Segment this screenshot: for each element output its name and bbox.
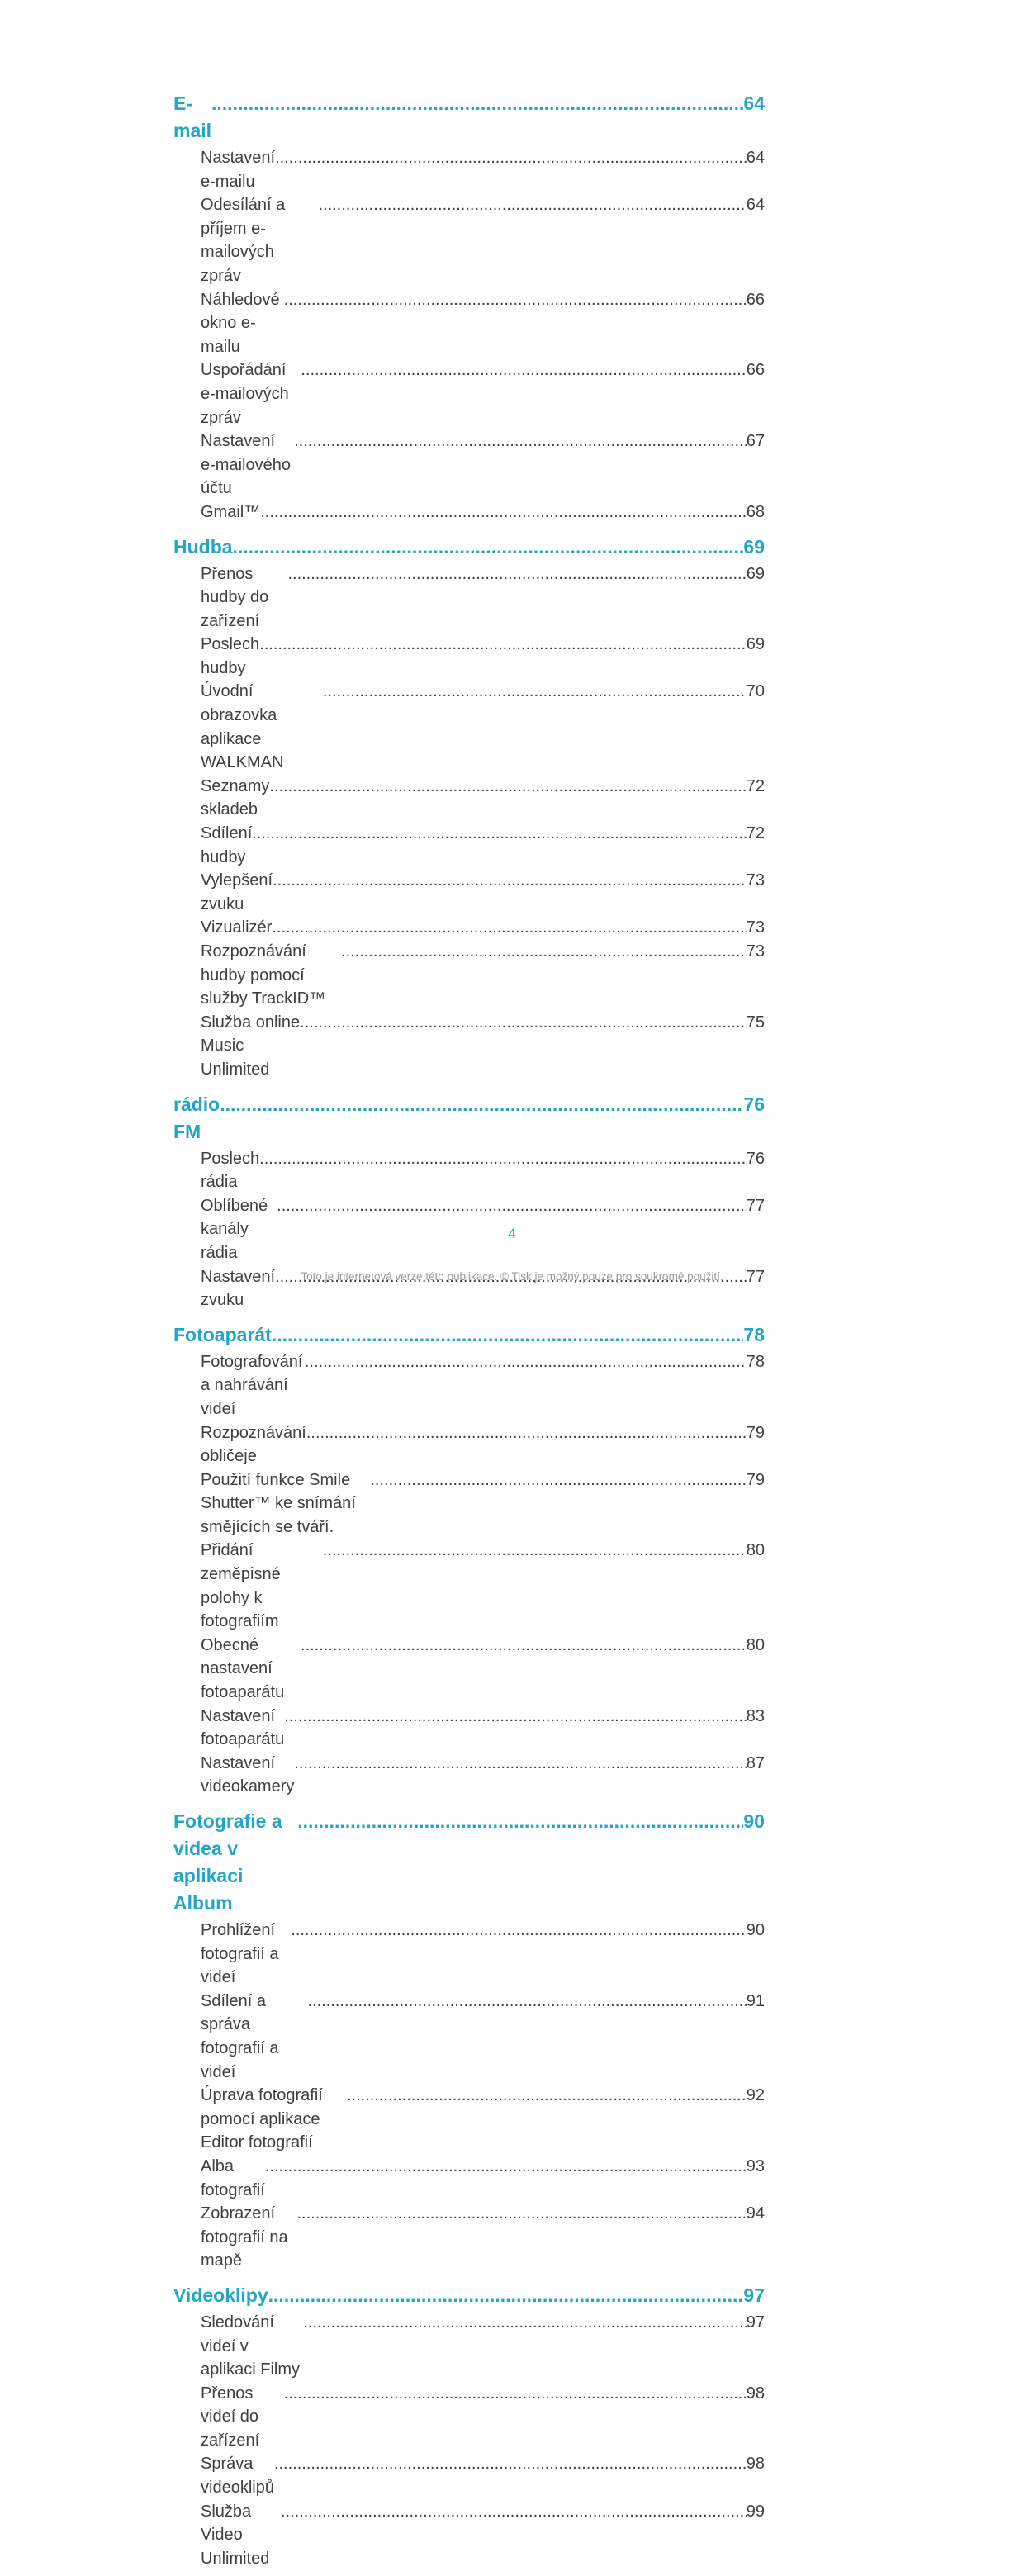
dot-leader: [284, 1705, 747, 1729]
toc-entry-title: Fotografování a nahrávání videí: [201, 1352, 303, 1418]
toc-entry-page: 69: [746, 635, 765, 654]
toc-heading-page: 64: [743, 93, 765, 114]
dot-leader: [303, 2311, 747, 2335]
dot-leader: [297, 1808, 743, 1835]
toc-entry[interactable]: [173, 775, 765, 822]
toc-entry-page: 64: [746, 149, 765, 167]
toc-entry[interactable]: [173, 358, 765, 429]
toc-entry-page: 66: [746, 290, 765, 309]
dot-leader: [294, 1752, 746, 1776]
page-number: 4: [508, 1226, 516, 1241]
toc-entry-title: Zobrazení fotografií na mapě: [201, 2204, 288, 2270]
dot-leader: [284, 2382, 747, 2406]
toc-entry-page: 80: [746, 1541, 765, 1560]
toc-entry-title: Služba Video Unlimited: [201, 2502, 270, 2568]
toc-entry-title: Úprava fotografií pomocí aplikace Editor fotografií: [201, 2086, 323, 2152]
dot-leader: [307, 1990, 746, 2014]
toc-entry[interactable]: [173, 146, 765, 193]
toc-heading-page: 76: [743, 1093, 765, 1115]
toc-entry[interactable]: [173, 500, 765, 524]
toc-entry-title: Náhledové okno e-mailu: [201, 290, 280, 356]
dot-leader: [291, 1919, 746, 1943]
toc-entry-title: Služba online Music Unlimited: [201, 1013, 301, 1079]
toc-entry[interactable]: [173, 1147, 765, 1194]
toc-entry[interactable]: [173, 193, 765, 287]
dot-leader: [323, 680, 747, 704]
toc-entry-page: 68: [746, 502, 765, 521]
toc-entry[interactable]: [173, 1539, 765, 1633]
toc-entry-page: 79: [746, 1423, 765, 1442]
toc-heading[interactable]: [173, 2282, 765, 2309]
dot-leader: [233, 534, 744, 561]
toc-entry[interactable]: [173, 2202, 765, 2273]
dot-leader: [306, 1421, 747, 1445]
toc-entry[interactable]: [173, 1705, 765, 1752]
toc-entry-page: 76: [746, 1149, 765, 1168]
table-of-contents: [173, 81, 765, 2576]
toc-entry-title: Rozpoznávání hudby pomocí služby TrackID™: [201, 942, 326, 1008]
toc-entry[interactable]: [173, 429, 765, 500]
toc-entry[interactable]: [173, 1011, 765, 1082]
toc-entry[interactable]: [173, 680, 765, 774]
toc-entry-title: Použití funkce Smile Shutter™ ke snímání smějících se tváří.: [201, 1470, 356, 1536]
toc-entry-title: Správa videoklipů: [201, 2455, 274, 2498]
toc-entry[interactable]: [173, 916, 765, 940]
toc-entry-page: 90: [746, 1921, 765, 1939]
dot-leader: [259, 633, 747, 657]
toc-heading-page: 90: [743, 1810, 765, 1832]
toc-heading-page: 69: [743, 535, 765, 557]
dot-leader: [300, 1011, 747, 1035]
toc-entry[interactable]: [173, 1919, 765, 1990]
toc-entry-title: Přidání zeměpisné polohy k fotografiím: [201, 1541, 281, 1631]
toc-entry[interactable]: [173, 2084, 765, 2155]
toc-entry[interactable]: [173, 562, 765, 633]
toc-entry-title: Přenos videí do zařízení: [201, 2384, 260, 2450]
dot-leader: [287, 562, 746, 586]
toc-entry-page: 73: [746, 942, 765, 961]
toc-entry-title: Sdílení hudby: [201, 824, 253, 866]
toc-entry-page: 97: [746, 2313, 765, 2332]
toc-entry[interactable]: [173, 1752, 765, 1799]
dot-leader: [259, 1147, 747, 1171]
toc-entry[interactable]: [173, 1468, 765, 1539]
toc-section: [173, 90, 765, 524]
toc-entry-title: Nastavení zvuku: [201, 1267, 276, 1310]
dot-leader: [265, 2155, 747, 2179]
dot-leader: [211, 90, 743, 117]
toc-entry-page: 92: [746, 2086, 765, 2105]
toc-entry-title: Oblíbené kanály rádia: [201, 1196, 268, 1262]
toc-entry[interactable]: [173, 1634, 765, 1705]
toc-section: [173, 1808, 765, 2273]
toc-entry-title: Poslech hudby: [201, 635, 260, 677]
toc-entry-page: 72: [746, 824, 765, 843]
dot-leader: [305, 1350, 747, 1374]
toc-entry-title: Uspořádání e-mailových zpráv: [201, 361, 289, 427]
toc-heading[interactable]: [173, 534, 765, 561]
dot-leader: [301, 1634, 747, 1658]
toc-entry-title: Sledování videí v aplikaci Filmy: [201, 2313, 301, 2379]
dot-leader: [294, 429, 747, 453]
toc-entry-page: 73: [746, 871, 765, 890]
toc-entry[interactable]: [173, 869, 765, 916]
toc-entry[interactable]: [173, 1350, 765, 1421]
toc-heading[interactable]: [173, 1808, 765, 1917]
dot-leader: [274, 2452, 747, 2476]
toc-entry-title: Sdílení a správa fotografií a videí: [201, 1991, 279, 2081]
toc-entry-page: 66: [746, 361, 765, 380]
toc-entry-page: 98: [746, 2455, 765, 2474]
toc-entry-title: Nastavení videokamery: [201, 1753, 295, 1796]
toc-heading-page: 97: [743, 2284, 765, 2306]
toc-heading-title: Hudba: [173, 535, 233, 557]
toc-entry-page: 67: [746, 432, 765, 451]
toc-entry-page: 70: [746, 682, 765, 701]
dot-leader: [260, 500, 747, 524]
dot-leader: [281, 2500, 747, 2524]
toc-entry-title: Poslech rádia: [201, 1149, 260, 1192]
toc-entry-title: Nastavení e-mailového účtu: [201, 432, 291, 498]
dot-leader: [269, 775, 746, 799]
dot-leader: [323, 1539, 747, 1563]
dot-leader: [370, 1468, 746, 1492]
toc-entry-page: 83: [746, 1706, 765, 1725]
toc-heading[interactable]: [173, 1091, 765, 1146]
toc-entry-page: 73: [746, 918, 765, 937]
toc-entry[interactable]: [173, 1990, 765, 2084]
toc-heading-title: E-mail: [173, 93, 212, 141]
toc-entry-page: 78: [746, 1352, 765, 1371]
toc-entry[interactable]: [173, 2452, 765, 2499]
toc-heading-title: Fotografie a videa v aplikaci Album: [173, 1810, 282, 1914]
toc-entry-title: Nastavení e-mailu: [201, 149, 276, 191]
dot-leader: [347, 2084, 747, 2108]
toc-entry[interactable]: [173, 2155, 765, 2202]
toc-heading-title: Videoklipy: [173, 2284, 268, 2306]
toc-heading-title: rádio FM: [173, 1093, 220, 1142]
toc-heading[interactable]: [173, 1321, 765, 1349]
toc-entry-page: 98: [746, 2384, 765, 2403]
dot-leader: [272, 1321, 744, 1349]
dot-leader: [319, 193, 747, 217]
dot-leader: [220, 1091, 743, 1118]
toc-entry-page: 87: [746, 1753, 765, 1772]
toc-heading-title: Fotoaparát: [173, 1323, 272, 1345]
toc-entry-title: Vylepšení zvuku: [201, 871, 273, 913]
toc-entry-title: Vizualizér: [201, 918, 273, 937]
dot-leader: [268, 2282, 744, 2309]
footer-note: Toto je internetová verze této publikace. © Tisk je možný pouze pro soukromé použití.: [301, 1270, 723, 1283]
dot-leader: [275, 146, 747, 170]
toc-entry-page: 93: [746, 2156, 765, 2175]
dot-leader: [273, 869, 747, 893]
toc-entry-title: Odesílání a příjem e-mailových zpráv: [201, 196, 286, 285]
toc-entry-page: 72: [746, 776, 765, 795]
toc-entry[interactable]: [173, 633, 765, 680]
toc-entry-title: Gmail™: [201, 502, 261, 521]
toc-entry-page: 77: [746, 1267, 765, 1286]
toc-section: [173, 1321, 765, 1799]
toc-entry-title: Seznamy skladeb: [201, 776, 270, 819]
toc-entry-page: 94: [746, 2204, 765, 2223]
dot-leader: [301, 358, 746, 382]
toc-entry-page: 80: [746, 1635, 765, 1654]
toc-entry-title: Nastavení fotoaparátu: [201, 1706, 285, 1749]
toc-entry-title: Přenos hudby do zařízení: [201, 564, 269, 630]
toc-entry[interactable]: [173, 2311, 765, 2382]
toc-entry-title: Alba fotografií: [201, 2156, 265, 2199]
toc-heading-page: 78: [743, 1323, 765, 1345]
dot-leader: [341, 940, 747, 964]
toc-entry-title: Rozpoznávání obličeje: [201, 1423, 306, 1466]
toc-entry-title: Úvodní obrazovka aplikace WALKMAN: [201, 682, 284, 772]
toc-entry-title: Obecné nastavení fotoaparátu: [201, 1635, 285, 1702]
dot-leader: [272, 916, 746, 940]
toc-entry-page: 69: [746, 564, 765, 583]
toc-entry-page: 79: [746, 1470, 765, 1489]
toc-entry[interactable]: [173, 1421, 765, 1468]
toc-entry-title: Prohlížení fotografií a videí: [201, 1921, 279, 1987]
toc-entry-page: 99: [746, 2502, 765, 2521]
toc-entry-page: 77: [746, 1196, 765, 1215]
dot-leader: [296, 2202, 746, 2226]
toc-entry[interactable]: [173, 288, 765, 359]
toc-entry-page: 75: [746, 1013, 765, 1032]
toc-entry[interactable]: [173, 940, 765, 1011]
toc-entry[interactable]: [173, 2500, 765, 2571]
toc-section: [173, 534, 765, 1082]
dot-leader: [277, 1194, 747, 1218]
toc-heading[interactable]: [173, 90, 765, 145]
dot-leader: [284, 288, 747, 312]
toc-entry-page: 91: [746, 1991, 765, 2010]
dot-leader: [252, 822, 746, 846]
toc-entry-page: 64: [746, 196, 765, 215]
toc-section: [173, 2282, 765, 2571]
toc-entry[interactable]: [173, 822, 765, 869]
toc-entry[interactable]: [173, 2382, 765, 2453]
